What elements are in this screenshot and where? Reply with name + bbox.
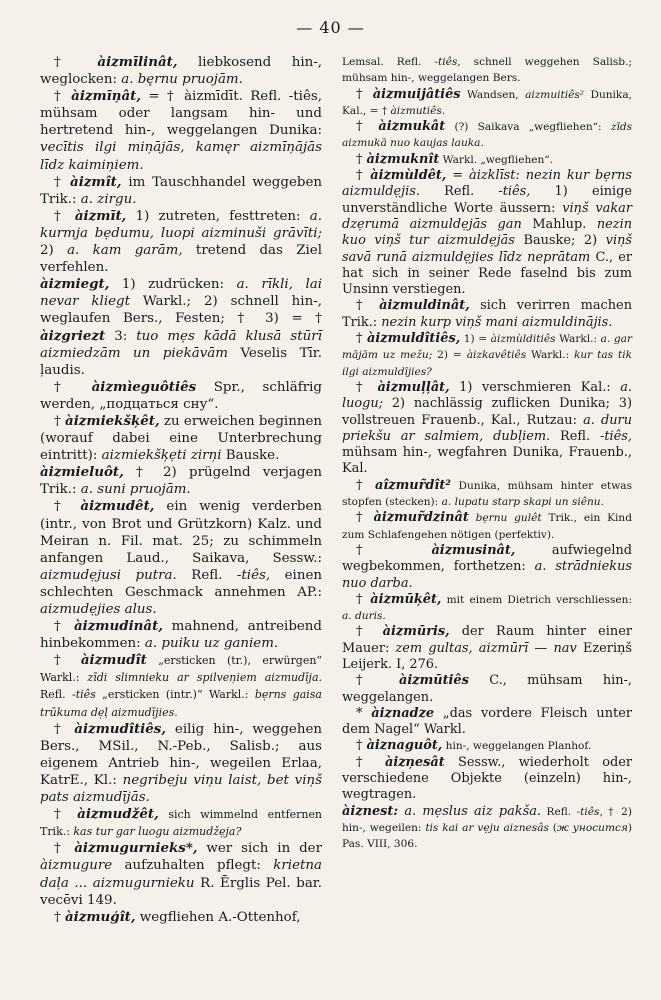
- headword: àizmuijâtiês: [372, 86, 461, 102]
- entry-text: †: [54, 619, 74, 635]
- headword: àiznaguôt,: [366, 738, 443, 754]
- dictionary-entry: [342, 152, 632, 168]
- dictionary-entry: [342, 119, 632, 152]
- example-text: a. mẹslus aiz pakša.: [404, 803, 542, 819]
- example-text: -tiês,: [434, 56, 461, 68]
- example-text: àizmutiês.: [390, 104, 446, 117]
- entry-text: Refl.: [550, 428, 600, 444]
- example-text: àizklīst: nezin kur bẹrns aizmuldẹjis.: [342, 168, 632, 200]
- example-text: àizkavêtiês: [466, 349, 527, 362]
- dictionary-entry: [342, 331, 632, 380]
- dictionary-entry: [342, 804, 632, 853]
- example-text: viņš savā runā aizmuldẹjies līdz neprātam: [342, 233, 632, 265]
- entry-text: Trik., ein Kind zum Schlafengehen nötigen (perfektiv).: [342, 512, 632, 541]
- entry-text: †: [356, 151, 367, 167]
- entry-text: mühsam hin-, wegfahren Dunika, Frauenb., Kal.: [342, 445, 632, 477]
- example-text: a. rīkli, lai nevar kliegt: [40, 277, 322, 310]
- entry-text: aufzuhalten pflegt:: [112, 858, 274, 874]
- dictionary-entry: [342, 87, 632, 120]
- entry-text: Spr., schläfrig werden, „подцаться сну“.: [40, 379, 322, 412]
- entry-text: hin-, weggelangen Planhof.: [442, 740, 592, 753]
- entry-text: †: [54, 89, 72, 105]
- example-text: tuo mẹs kādā klusā stūrī aizmiedzām un piekāvām: [40, 328, 322, 361]
- dictionary-entry: [40, 88, 322, 173]
- example-text: -tiês,: [498, 184, 531, 200]
- entry-text: „ersticken (tr.), erwürgen“ Warkl.:: [40, 654, 322, 685]
- entry-text: †: [356, 673, 399, 689]
- headword: àizmuģît,: [64, 908, 136, 925]
- example-text: a. luogu;: [342, 379, 633, 412]
- entry-text: †: [356, 168, 371, 184]
- example-text: negribẹju viņu laist, bet viņš pats aizmudījās.: [40, 772, 322, 806]
- headword: àizmudžêt,: [77, 806, 159, 823]
- dictionary-entry: [40, 413, 322, 464]
- example-text: -tiês,: [236, 567, 271, 583]
- entry-text: 3:: [105, 328, 137, 344]
- example-text: aizmudẹjusi putra.: [40, 567, 177, 583]
- example-text: a. kam garām,: [67, 243, 183, 259]
- headword: àizmūtiês: [399, 673, 469, 689]
- headword: àizmusinât,: [431, 542, 516, 558]
- entry-text: wegfliehen A.-Ottenhof,: [135, 909, 301, 925]
- entry-text: Sessw., wiederholt oder verschiedene Objekte (einzeln) hin-, wegtragen.: [342, 754, 632, 803]
- dictionary-entry: [342, 673, 632, 706]
- example-text: vecītis ilgi miņājās, kamęr aizmīņājās līdz kaimiņiem.: [40, 140, 322, 173]
- dictionary-entry: [40, 806, 322, 840]
- headword: àizmiegt,: [40, 276, 110, 293]
- entry-text: †: [54, 55, 98, 70]
- entry-text: 1) =: [460, 333, 491, 346]
- entry-text: einen schlechten Geschmack annehmen AP.:: [40, 567, 323, 600]
- dictionary-entry: [40, 276, 322, 379]
- entry-text: ein wenig verderben (intr., von Brot und Grützkorn) Kalz. und Meiran n. Fil. mat. 25; zu schimmeln anfangen Laud., Saikava, Sessw.:: [40, 499, 323, 566]
- entry-text: Bauske; 2): [514, 233, 606, 249]
- entry-text: Bauske.: [221, 448, 280, 464]
- entry-text: †: [54, 807, 78, 823]
- entry-text: †: [356, 754, 385, 770]
- headword: àizmudîtiês,: [74, 720, 166, 737]
- entry-text: Lemsal. Refl.: [342, 56, 435, 68]
- example-text: a. strādniekus nuo darba.: [342, 559, 632, 591]
- example-text: a. bęrnu pruojām.: [121, 72, 243, 88]
- entry-text: Ezeriņš Leijerk. I, 276.: [342, 640, 632, 672]
- entry-text: wer sich in der: [197, 841, 322, 857]
- example-text: aizmiekšķẹti zirņi: [101, 448, 222, 464]
- entry-text: mit einem Dietrich verschliessen:: [441, 593, 632, 606]
- dictionary-entry: [342, 478, 632, 511]
- entry-text: Warkl.:: [526, 349, 574, 362]
- dictionary-entry: [342, 592, 632, 625]
- example-text: bẹrns gaisa trūkuma dẹļ aizmudījies.: [40, 688, 322, 719]
- entry-text: †: [54, 208, 75, 224]
- entry-text: Warkl. „wegfliehen“.: [439, 153, 554, 166]
- entry-text: der Raum hinter einer Mauer:: [342, 624, 633, 656]
- entry-text: 1) verschmieren Kal.:: [449, 379, 621, 395]
- headword: àizmūris,: [382, 624, 450, 640]
- headword: àizgriezt: [40, 327, 106, 344]
- headword: àizmieluôt,: [40, 464, 124, 481]
- headword: àizmît,: [70, 173, 122, 190]
- entry-text: † 2) prügelnd verjagen Trik.:: [40, 465, 322, 498]
- headword: àizmūķêt,: [370, 591, 442, 607]
- headword: àizmuldinât,: [379, 298, 470, 314]
- entry-text: „das vordere Fleisch unter dem Nagel“ Warkl.: [342, 705, 632, 738]
- dictionary-entry: [40, 208, 322, 276]
- example-text: krietna daļa ... aizmugurnieku: [40, 858, 322, 891]
- dictionary-entry: [342, 168, 632, 298]
- entry-text: †: [54, 841, 75, 857]
- entry-text: (: [548, 821, 557, 834]
- entry-text: *: [356, 705, 372, 721]
- entry-text: 2): [40, 243, 68, 259]
- entry-text: C., er hat sich in seiner Rede faselnd bis zum Unsinn verstiegen.: [342, 249, 632, 298]
- example-text: aizmuitiês²: [525, 88, 585, 101]
- dictionary-entry: [342, 706, 632, 739]
- dictionary-entry: [40, 721, 322, 806]
- entry-text: eilig hin-, weggehen Bers., MSil., N.-Peb., Salisb.; aus eigenem Antrieb hin-, wegeilen Erlaa, KatrE., Kl.:: [40, 721, 322, 788]
- entry-text: Mahlup.: [521, 216, 597, 232]
- example-text: zīds aizmukā nuo kaujas lauka.: [342, 121, 633, 150]
- dictionary-entry: [342, 380, 632, 478]
- entry-text: †: [54, 174, 71, 190]
- dictionary-entry: [342, 624, 632, 673]
- entry-text: =: [446, 168, 470, 184]
- entry-text: †: [356, 624, 383, 640]
- example-text: -tiês,: [599, 428, 632, 444]
- example-text: àizmugure: [40, 858, 113, 874]
- entry-text: †: [356, 591, 371, 607]
- headword: àizmudêt,: [80, 498, 155, 515]
- entry-text: †: [356, 331, 367, 347]
- dictionary-entry: [40, 840, 322, 908]
- example-text: viņš vakar dzẹrumā aizmuldẹjās gan: [342, 200, 632, 232]
- entry-text: Refl.: [176, 567, 237, 583]
- entry-text: †: [54, 721, 75, 737]
- dictionary-entry: [342, 54, 632, 87]
- headword: àizmuļļât,: [377, 379, 450, 395]
- headword: àizmur̃dzinât: [373, 510, 469, 526]
- dictionary-entry: [40, 379, 322, 413]
- page-number: — 40 —: [296, 18, 365, 37]
- example-text: bẹrnu gulêt: [475, 512, 542, 525]
- entry-text: †: [356, 510, 374, 526]
- headword: àizmukât: [378, 119, 446, 135]
- example-text: a. lupatu starp skapi un siênu.: [441, 496, 604, 509]
- example-text: zīdi slimnieku ar spilveņiem aizmudīja.: [87, 671, 322, 685]
- entry-text: †: [54, 653, 81, 669]
- entry-text: sich wimmelnd entfernen Trik.:: [40, 808, 322, 839]
- headword: àizmìeguôtiês: [91, 378, 197, 395]
- example-text: tis kai ar vẹju aiznesâs: [425, 821, 549, 834]
- right-column: [342, 54, 632, 853]
- entry-text: „ersticken (intr.)“ Warkl.:: [95, 688, 255, 702]
- headword: àizmīlinât,: [97, 54, 178, 70]
- entry-text: sich verirren machen Trik.:: [342, 298, 632, 330]
- dictionary-entry: [40, 498, 322, 618]
- entry-text: †: [356, 477, 376, 493]
- entry-text: aufwiegelnd wegbekommen, forthetzen:: [342, 542, 633, 575]
- dictionary-entry: [40, 652, 322, 720]
- example-text: nezin kuo viņš tur aizmuldẹjās: [342, 216, 632, 249]
- dictionary-entry: [40, 54, 322, 88]
- dictionary-entry: [40, 464, 322, 498]
- entry-text: = † àizmīdīt. Refl. -tiês, mühsam oder langsam hin- und hertretend hin-, weggelangen Dunika:: [40, 89, 322, 139]
- headword: àizmiekšķêt,: [65, 412, 160, 429]
- dictionary-entry: [40, 174, 322, 208]
- entry-text: 2) =: [432, 349, 467, 362]
- entry-text: †: [54, 413, 66, 429]
- dictionary-entry: [342, 755, 632, 804]
- dictionary-entry: [40, 909, 322, 926]
- example-text: zem gultas, aizmūrī — nav: [395, 640, 577, 656]
- headword: àizmuknît: [366, 151, 440, 167]
- entry-text: Dunika, mühsam hinter etwas stopfen (stecken):: [342, 479, 633, 509]
- entry-text: ) Pas. VIII, 306.: [342, 821, 632, 851]
- entry-text: Warkl.:: [555, 333, 601, 346]
- entry-text: Warkl.; 2) schnell hin-, weglaufen Bers., Festen; † 3) = †: [40, 294, 322, 327]
- entry-text: 2) nachlässig zuflicken Dunika; 3) vollstreuen Frauenb., Kal., Rutzau:: [342, 396, 632, 428]
- entry-text: †: [54, 909, 65, 925]
- entry-text: †: [356, 542, 432, 558]
- entry-text: †: [356, 298, 380, 314]
- entry-text: 1) zudrücken:: [109, 277, 237, 293]
- headword: aîzmur̃dît²: [375, 477, 451, 493]
- example-text: a. duru priekšu ar salmiem, dubļiem.: [342, 412, 632, 444]
- entry-text: †: [356, 119, 379, 135]
- entry-text: tretend das Ziel verfehlen.: [40, 243, 322, 276]
- headword: àizmīņât,: [71, 88, 142, 105]
- example-text: kur tas tik ilgi aizmuldījies?: [342, 349, 633, 378]
- dictionary-entry: [40, 618, 322, 652]
- example-text: a. duris.: [342, 610, 386, 623]
- entry-text: 1) zutreten, festtreten:: [126, 208, 310, 224]
- entry-text: mahnend, antreibend hinbekommen:: [40, 619, 323, 652]
- example-text: -tiês: [71, 688, 96, 702]
- entry-text: zu erweichen beginnen (worauf dabei eine Unterbrechung eintritt):: [40, 413, 323, 464]
- headword: àiznadze: [371, 705, 435, 721]
- entry-text: †: [356, 379, 378, 395]
- entry-text: 1) einige unverständliche Worte äussern:: [342, 184, 632, 216]
- dictionary-entry: [342, 543, 632, 592]
- entry-text: schnell weggehen Salisb.; mühsam hin-, weggelangen Bers.: [342, 56, 632, 85]
- example-text: a. suni pruojām.: [80, 482, 191, 498]
- entry-text: † 2) hin-, wegeilen:: [342, 805, 632, 834]
- example-text: a. puiku uz ganiem.: [144, 636, 279, 652]
- example-text: a. zirgu.: [80, 191, 137, 207]
- entry-text: R. Ērglis Pel. bar. vecēvi 149.: [40, 875, 322, 908]
- dictionary-entry: [342, 738, 632, 754]
- entry-text: Refl.: [40, 688, 72, 702]
- example-text: a. gar mājām uz mežu;: [342, 333, 633, 362]
- example-text: ж уносится: [556, 821, 628, 834]
- example-text: nezin kurp viņš mani aizmuldinājis.: [381, 314, 613, 330]
- entry-text: Refl.: [419, 184, 499, 200]
- example-text: a. kurmja bẹdumu, luopi aizminuši grāvīti;: [40, 208, 323, 241]
- headword: àizmudît: [80, 652, 147, 669]
- entry-text: im Tauschhandel weggeben Trik.:: [40, 174, 322, 207]
- headword: àizmùldêt,: [370, 168, 447, 184]
- dictionary-entry: [342, 510, 632, 543]
- entry-text: Veselis Tīr. ļaudis.: [40, 345, 322, 378]
- headword: àizņesât: [384, 754, 445, 770]
- headword: àizmugurnieks*,: [74, 840, 198, 857]
- entry-text: †: [54, 379, 92, 395]
- headword: àizmuldîtiês,: [367, 331, 461, 347]
- left-column: [40, 54, 322, 926]
- headword: àizmudinât,: [73, 618, 163, 635]
- example-text: -tiês,: [576, 805, 603, 818]
- entry-text: C., mühsam hin-, weggelangen.: [342, 673, 632, 705]
- entry-text: Wandsen,: [460, 88, 526, 101]
- entry-text: Refl.: [541, 805, 577, 818]
- example-text: àizmùlditiês: [490, 333, 556, 346]
- entry-text: Dunika, Kal., = †: [342, 88, 632, 117]
- entry-text: †: [356, 86, 373, 102]
- example-text: aizmudẹjies alus.: [40, 602, 157, 617]
- entry-text: †: [356, 738, 367, 754]
- entry-text: †: [54, 499, 81, 515]
- entry-text: liebkosend hin-, weglocken:: [40, 55, 323, 88]
- example-text: kas tur gar luogu aizmudžẹja?: [73, 825, 242, 839]
- headword: àiznest:: [342, 803, 399, 819]
- headword: àizmīt,: [74, 207, 127, 224]
- entry-text: [469, 512, 476, 524]
- dictionary-entry: [342, 298, 632, 331]
- entry-text: (?) Saikava „wegfliehen“:: [445, 121, 611, 134]
